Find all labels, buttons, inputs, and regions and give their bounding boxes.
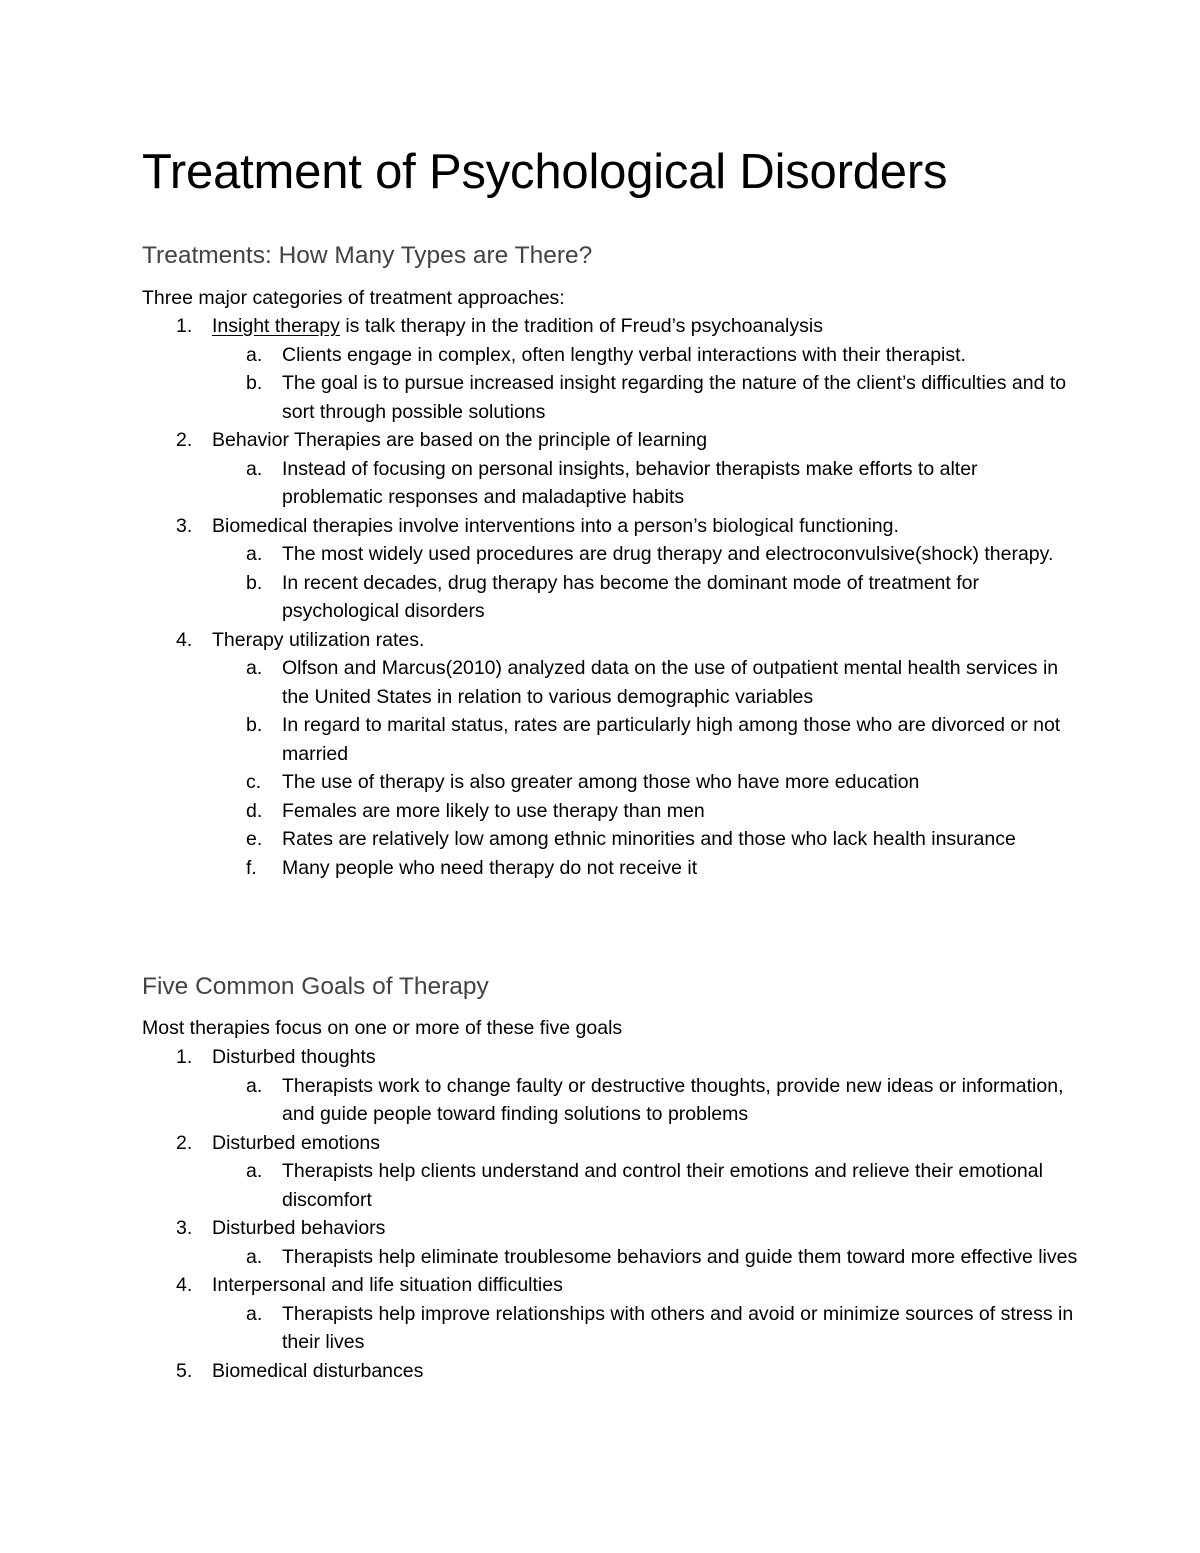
sub-list-item — [142, 1072, 1082, 1129]
list-item — [142, 1129, 1082, 1158]
sub-list-letter: a. — [246, 1160, 263, 1182]
list-number: 3. — [176, 514, 193, 537]
sub-list-item — [142, 654, 1082, 711]
sub-list-item — [142, 768, 1082, 797]
list-item — [142, 1043, 1082, 1072]
section2-intro: Most therapies focus on one or more of these five goals — [142, 1017, 623, 1039]
page-title: Treatment of Psychological Disorders — [142, 145, 948, 199]
sub-list-item — [142, 341, 1082, 370]
sub-list-item — [142, 825, 1082, 854]
section2-list — [142, 1043, 1082, 1385]
sub-list-item — [142, 797, 1082, 826]
sub-list-item — [142, 854, 1082, 883]
list-item-text: Biomedical therapies involve interventions into a person’s biological functioning. — [212, 514, 899, 537]
list-item — [142, 312, 1082, 341]
list-item-text: Therapy utilization rates. — [212, 628, 425, 651]
sub-list-letter: f. — [246, 856, 257, 879]
sub-list-item-text: In recent decades, drug therapy has become the dominant mode of treatment for psychological disorders — [282, 571, 979, 622]
section2-heading: Five Common Goals of Therapy — [142, 973, 489, 1000]
sub-list-letter: a. — [246, 1245, 263, 1268]
sub-list-item-text: The most widely used procedures are drug therapy and electroconvulsive(shock) therapy. — [282, 543, 1054, 565]
sub-list-item-text: In regard to marital status, rates are particularly high among those who are divorced or not married — [282, 714, 1061, 765]
sub-list-item-text: Clients engage in complex, often lengthy verbal interactions with their therapist. — [282, 343, 966, 366]
sub-list-letter: b. — [246, 714, 263, 736]
list-number: 3. — [176, 1217, 193, 1239]
list-number: 4. — [176, 1274, 193, 1296]
sub-list-item-text: Instead of focusing on personal insights, behavior therapists make efforts to alter problematic responses and maladaptive habits — [282, 457, 978, 508]
sub-list-letter: c. — [246, 771, 262, 793]
list-number: 1. — [176, 1046, 193, 1068]
sub-list-item-text: The use of therapy is also greater among those who have more education — [282, 771, 920, 793]
sub-list-item — [142, 1243, 1082, 1272]
sub-list-item-text: Many people who need therapy do not receive it — [282, 856, 698, 879]
list-item — [142, 626, 1082, 655]
list-number: 4. — [176, 628, 193, 651]
sub-list-letter: a. — [246, 1302, 263, 1325]
list-number: 2. — [176, 429, 193, 451]
list-item-text: Biomedical disturbances — [212, 1359, 424, 1382]
sub-list-item — [142, 540, 1082, 569]
sub-list-item — [142, 711, 1082, 768]
sub-list-item-text: Olfson and Marcus(2010) analyzed data on the use of outpatient mental health services in the United States in relation to various demographic variables — [282, 657, 1059, 708]
sub-list-letter: b. — [246, 372, 263, 394]
list-number: 1. — [176, 315, 193, 337]
sub-list-item — [142, 1300, 1082, 1357]
sub-list-letter: a. — [246, 1074, 263, 1097]
sub-list-item-text: Rates are relatively low among ethnic minorities and those who lack health insurance — [282, 828, 1016, 850]
sub-list-item — [142, 1157, 1082, 1214]
sub-list-letter: b. — [246, 571, 263, 594]
section1-list — [142, 312, 1082, 882]
sub-list-letter: a. — [246, 657, 263, 679]
section1-heading: Treatments: How Many Types are There? — [142, 242, 593, 269]
sub-list-letter: a. — [246, 343, 263, 366]
list-item-text: Interpersonal and life situation difficulties — [212, 1274, 563, 1296]
sub-list-item-text: Females are more likely to use therapy than men — [282, 799, 705, 822]
list-item — [142, 426, 1082, 455]
list-item-text: Disturbed behaviors — [212, 1217, 386, 1239]
list-item — [142, 1271, 1082, 1300]
sub-list-letter: a. — [246, 457, 263, 480]
underlined-term: Insight therapy — [212, 315, 340, 337]
list-item — [142, 1357, 1082, 1386]
list-item-text: Disturbed emotions — [212, 1131, 380, 1154]
sub-list-item-text: Therapists help improve relationships with others and avoid or minimize sources of stress in their lives — [282, 1302, 1074, 1353]
list-item — [142, 1214, 1082, 1243]
sub-list-item — [142, 455, 1082, 512]
list-number: 2. — [176, 1131, 193, 1154]
sub-list-item-text: Therapists work to change faulty or destructive thoughts, provide new ideas or information, and guide people toward finding solutions to problems — [282, 1074, 1064, 1125]
sub-list-letter: d. — [246, 799, 263, 822]
sub-list-item-text: The goal is to pursue increased insight regarding the nature of the client’s difficulties and to sort through possible solutions — [282, 372, 1067, 423]
list-item-text: Disturbed thoughts — [212, 1046, 376, 1068]
sub-list-item-text: Therapists help eliminate troublesome behaviors and guide them toward more effective lives — [282, 1245, 1078, 1268]
sub-list-letter: a. — [246, 543, 263, 565]
list-item — [142, 512, 1082, 541]
list-item-text: Behavior Therapies are based on the principle of learning — [212, 429, 708, 451]
sub-list-letter: e. — [246, 828, 263, 850]
list-number: 5. — [176, 1359, 193, 1382]
sub-list-item-text: Therapists help clients understand and control their emotions and relieve their emotional discomfort — [282, 1160, 1043, 1211]
sub-list-item — [142, 569, 1082, 626]
sub-list-item — [142, 369, 1082, 426]
section1-intro: Three major categories of treatment approaches: — [142, 287, 565, 309]
list-item-text: is talk therapy in the tradition of Freud’s psychoanalysis — [339, 315, 823, 337]
